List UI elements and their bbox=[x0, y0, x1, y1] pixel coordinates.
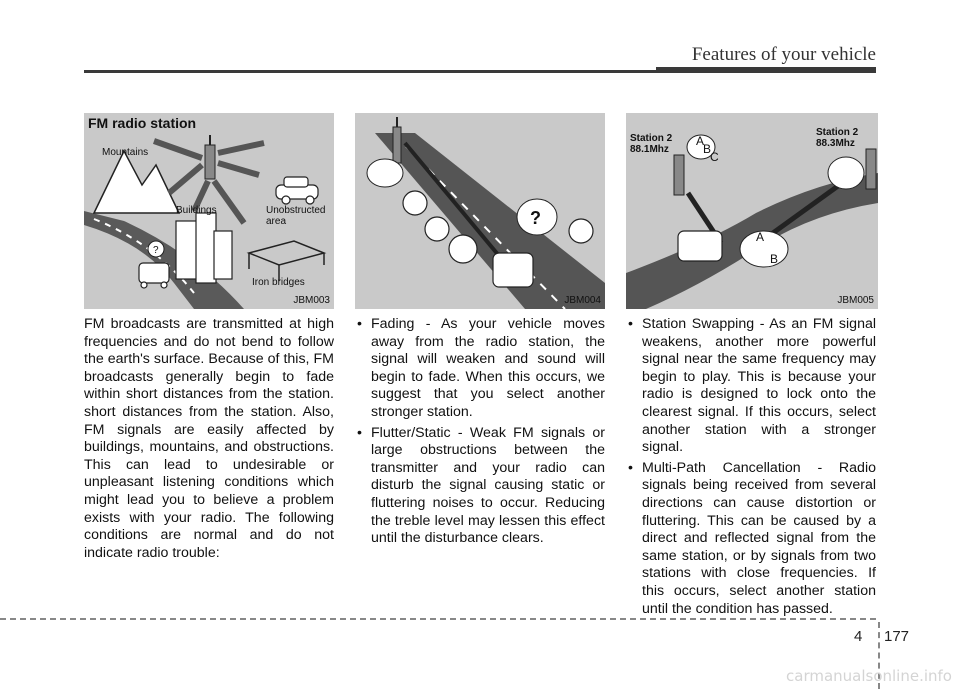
figure-code: JBM003 bbox=[293, 295, 330, 306]
column-right bbox=[626, 316, 876, 621]
figure-fm-radio-station bbox=[84, 113, 334, 309]
bullet-multi-path: • Multi-Path Cancellation - Radio signals being received from several directions can cause distortion or fluttering. This can be caused by a direct and reflected signal from the same station, or by signals from two stations with close frequencies. If this occurs, select another station until the condition has passed. bbox=[626, 460, 876, 618]
bullet-list-right bbox=[626, 316, 876, 618]
question-mark: ? bbox=[153, 245, 159, 256]
label-area: area bbox=[266, 216, 287, 227]
page-number: 177 bbox=[884, 628, 910, 645]
label-freq-right: 88.3Mhz bbox=[816, 138, 855, 149]
header-rule-accent bbox=[656, 67, 876, 73]
watermark: carmanualsonline.info bbox=[786, 667, 952, 685]
car-icon bbox=[493, 253, 533, 287]
label-station-left: Station 2 bbox=[630, 133, 673, 144]
bullet-station-swapping: • Station Swapping - As an FM signal weakens, another more powerful signal near the same frequency may begin to play. This is because your radio is designed to lock onto the clearest signal. If this occurs, select another station with a stronger signal. bbox=[626, 316, 876, 457]
column-middle bbox=[355, 316, 605, 551]
label-b-bottom: B bbox=[770, 252, 779, 266]
section-title: Features of your vehicle bbox=[691, 44, 876, 65]
figure-code: JBM005 bbox=[837, 295, 874, 306]
radio-tower-icon bbox=[393, 117, 401, 163]
footer-rule bbox=[0, 618, 876, 620]
label-unobstructed: Unobstructed bbox=[266, 205, 326, 216]
bullet-fading: • Fading - As your vehicle moves away from the radio station, the signal will weaken and sound will begin to fade. When this occurs, we suggest that you select another stronger station. bbox=[355, 316, 605, 422]
bullet-flutter-static: • Flutter/Static - Weak FM signals or large obstructions between the transmitter and your radio can disturb the signal causing static or fluttering noises to occur. Reducing the treble level may lessen this effect until the disturbance clears. bbox=[355, 425, 605, 548]
figure-station-swapping bbox=[626, 113, 878, 309]
question-mark: ? bbox=[530, 208, 541, 228]
label-c-top: C bbox=[710, 150, 719, 164]
label-buildings: Buildings bbox=[176, 205, 217, 216]
car-icon bbox=[678, 231, 722, 261]
iron-bridge-icon bbox=[249, 241, 324, 281]
bullet-list-middle bbox=[355, 316, 605, 548]
radio-tower-icon bbox=[205, 135, 215, 179]
column-left bbox=[84, 316, 334, 562]
label-b-top: B bbox=[703, 142, 712, 156]
label-station-right: Station 2 bbox=[816, 127, 859, 138]
figure-code: JBM004 bbox=[564, 295, 601, 306]
fm-radio-station-illustration bbox=[84, 113, 334, 309]
intro-paragraph: FM broadcasts are transmitted at high frequencies and do not bend to follow the earth's surface. Because of this, FM broadcasts generally begin to fade within short distances from the station. short distances from the station. Also, FM signals are easily affected by buildings, mountains, and obstructions. This can lead to undesirable or unpleasant listening conditions which might lead you to believe a problem exists with your radio. The following conditions are normal and do not indicate radio trouble: bbox=[84, 316, 334, 561]
radio-tower-right-icon bbox=[866, 149, 876, 189]
station-swapping-illustration bbox=[626, 113, 878, 309]
label-iron-bridges: Iron bridges bbox=[252, 277, 305, 288]
fading-illustration bbox=[355, 113, 605, 309]
chapter-number: 4 bbox=[854, 628, 863, 645]
label-freq-left: 88.1Mhz bbox=[630, 144, 669, 155]
label-a-top: A bbox=[696, 134, 705, 148]
figure-fading bbox=[355, 113, 605, 309]
label-a-bottom: A bbox=[756, 230, 765, 244]
label-mountains: Mountains bbox=[102, 147, 149, 158]
figure-title: FM radio station bbox=[88, 115, 197, 131]
car-on-road-icon bbox=[139, 263, 169, 288]
radio-tower-left-icon bbox=[674, 155, 684, 195]
car-icon bbox=[276, 177, 318, 204]
buildings-icon bbox=[176, 213, 232, 283]
